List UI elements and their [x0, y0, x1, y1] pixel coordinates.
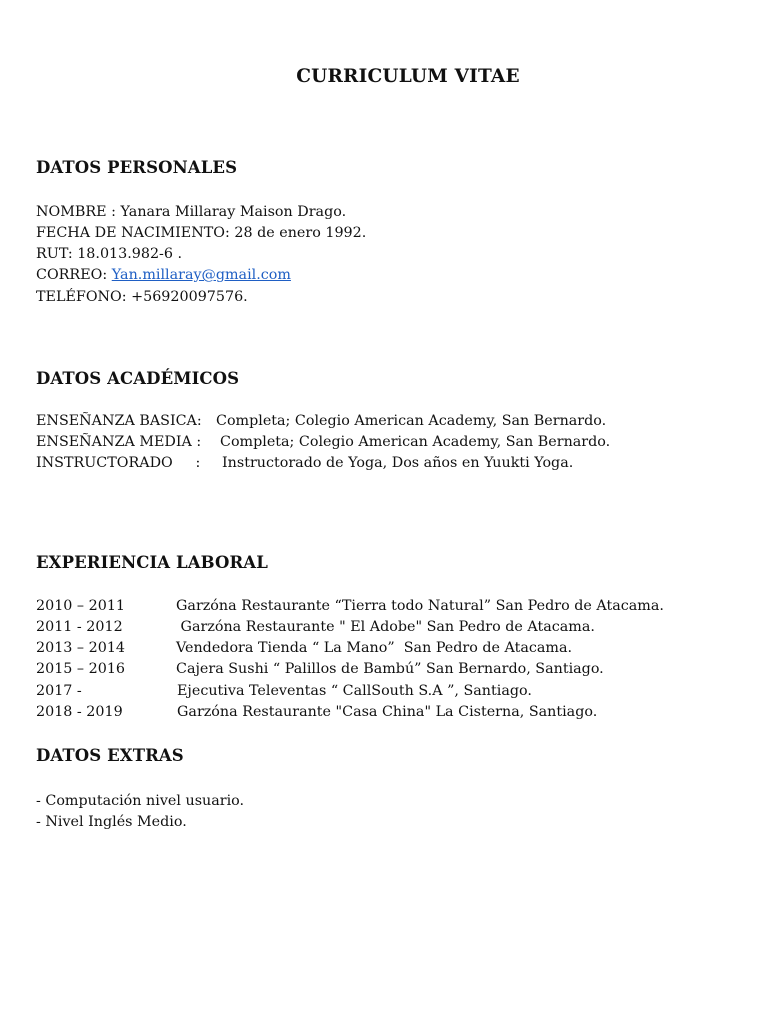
academic-row [36, 411, 607, 432]
experience-row [36, 659, 604, 680]
experience-description: Garzóna Restaurante "Casa China" La Cisterna, Santiago. [177, 704, 598, 720]
extra-item: - Nivel Inglés Medio. [36, 814, 187, 830]
birth-line [36, 223, 366, 244]
phone-line [36, 287, 248, 308]
birth-value: 28 de enero 1992. [234, 225, 367, 241]
academic-label: ENSEÑANZA BASICA: [36, 413, 202, 429]
experience-row [36, 617, 595, 638]
rut-value: 18.013.982-6 . [77, 246, 183, 262]
academic-value: Completa; Colegio American Academy, San Bernardo. [220, 434, 611, 450]
experience-period: 2011 - 2012 [36, 619, 123, 635]
experience-row [36, 638, 573, 659]
email-line [36, 265, 291, 286]
experience-description: Ejecutiva Televentas “ CallSouth S.A ”, Santiago. [177, 683, 532, 699]
rut-label: RUT: [36, 246, 78, 262]
phone-value: +56920097576. [131, 289, 248, 305]
experience-period: 2017 - [36, 683, 82, 699]
birth-label: FECHA DE NACIMIENTO: [36, 225, 235, 241]
academic-label: INSTRUCTORADO : [36, 455, 201, 471]
experience-description: Garzóna Restaurante “Tierra todo Natural” San Pedro de Atacama. [176, 598, 664, 614]
experience-period: 2013 – 2014 [36, 640, 126, 656]
experience-description: Cajera Sushi “ Palillos de Bambú” San Bernardo, Santiago. [176, 661, 604, 677]
document-title: CURRICULUM VITAE [296, 66, 520, 87]
academic-value: Instructorado de Yoga, Dos años en Yuukti Yoga. [222, 455, 574, 471]
experience-period: 2010 – 2011 [36, 598, 126, 614]
email-label: CORREO: [36, 267, 112, 283]
experience-description: Vendedora Tienda “ La Mano” San Pedro de Atacama. [176, 640, 573, 656]
email-link[interactable]: Yan.millaray@gmail.com [111, 267, 291, 283]
academic-label: ENSEÑANZA MEDIA : [36, 434, 202, 450]
name-value: Yanara Millaray Maison Drago. [120, 204, 347, 220]
experience-description: Garzóna Restaurante " El Adobe" San Pedro de Atacama. [176, 619, 595, 635]
academic-row [36, 432, 611, 453]
academic-data-heading: DATOS ACADÉMICOS [36, 369, 240, 388]
experience-period: 2018 - 2019 [36, 704, 123, 720]
experience-row [36, 681, 532, 702]
academic-row [36, 453, 574, 474]
name-label: NOMBRE : [36, 204, 121, 220]
extra-item: - Computación nivel usuario. [36, 793, 245, 809]
rut-line [36, 244, 182, 265]
work-experience-heading: EXPERIENCIA LABORAL [36, 553, 268, 572]
experience-row [36, 596, 664, 617]
experience-period: 2015 – 2016 [36, 661, 126, 677]
experience-row [36, 702, 598, 723]
phone-label: TELÉFONO: [36, 289, 132, 305]
personal-data-heading: DATOS PERSONALES [36, 158, 238, 177]
academic-value: Completa; Colegio American Academy, San Bernardo. [216, 413, 607, 429]
extra-data-heading: DATOS EXTRAS [36, 746, 184, 765]
name-line [36, 202, 346, 223]
